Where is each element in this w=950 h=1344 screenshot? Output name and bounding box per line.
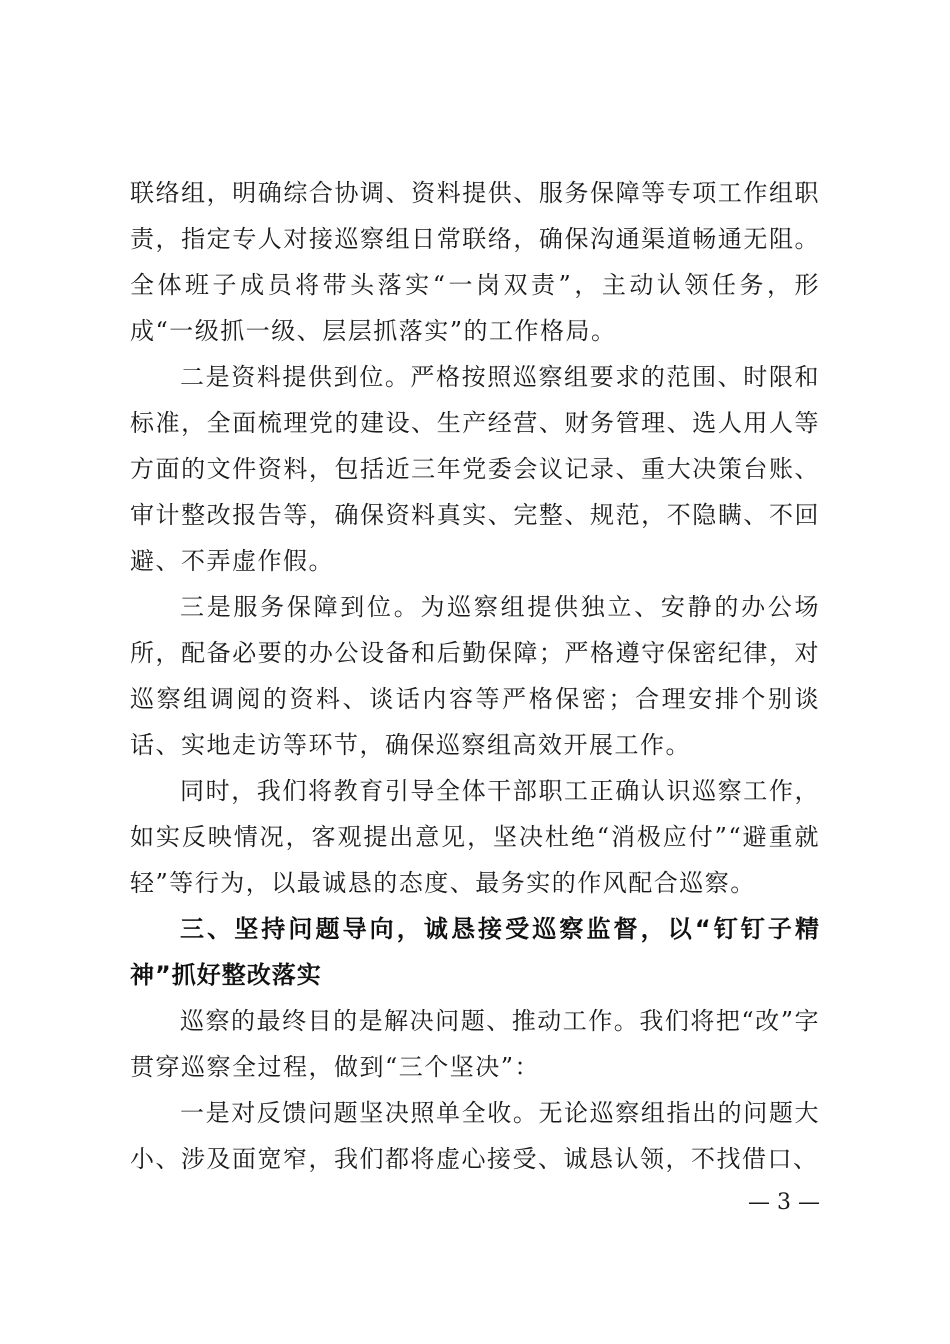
page-number: — 3 — (748, 1190, 820, 1215)
paragraph-feedback: 一是对反馈问题坚决照单全收。无论巡察组指出的问题大小、涉及面宽窄，我们都将虚心接受、诚恳认领，不找借口、 (130, 1099, 820, 1173)
paragraph-meanwhile: 同时，我们将教育引导全体干部职工正确认识巡察工作，如实反映情况，客观提出意见，坚决杜绝“消极应付”“避重就轻”等行为，以最诚恳的态度、最务实的作风配合巡察。 (130, 777, 820, 897)
paragraph-continuation: 联络组，明确综合协调、资料提供、服务保障等专项工作组职责，指定专人对接巡察组日常联络，确保沟通渠道畅通无阻。全体班子成员将带头落实“一岗双责”，主动认领任务，形成“一级抓一级、层层抓落实”的工作格局。 (130, 179, 820, 345)
paragraph-service: 三是服务保障到位。为巡察组提供独立、安静的办公场所，配备必要的办公设备和后勤保障；严格遵守保密纪律，对巡察组调阅的资料、谈话内容等严格保密；合理安排个别谈话、实地走访等环节，确保巡察组高效开展工作。 (130, 593, 820, 759)
section-heading-three: 三、坚持问题导向，诚恳接受巡察监督，以“钉钉子精神”抓好整改落实 (130, 915, 820, 989)
paragraph-purpose: 巡察的最终目的是解决问题、推动工作。我们将把“改”字贯穿巡察全过程，做到“三个坚决”： (130, 1007, 820, 1081)
paragraph-materials: 二是资料提供到位。严格按照巡察组要求的范围、时限和标准，全面梳理党的建设、生产经营、财务管理、选人用人等方面的文件资料，包括近三年党委会议记录、重大决策台账、审计整改报告等，确保资料真实、完整、规范，不隐瞒、不回避、不弄虚作假。 (130, 363, 820, 575)
document-page (130, 170, 820, 1182)
